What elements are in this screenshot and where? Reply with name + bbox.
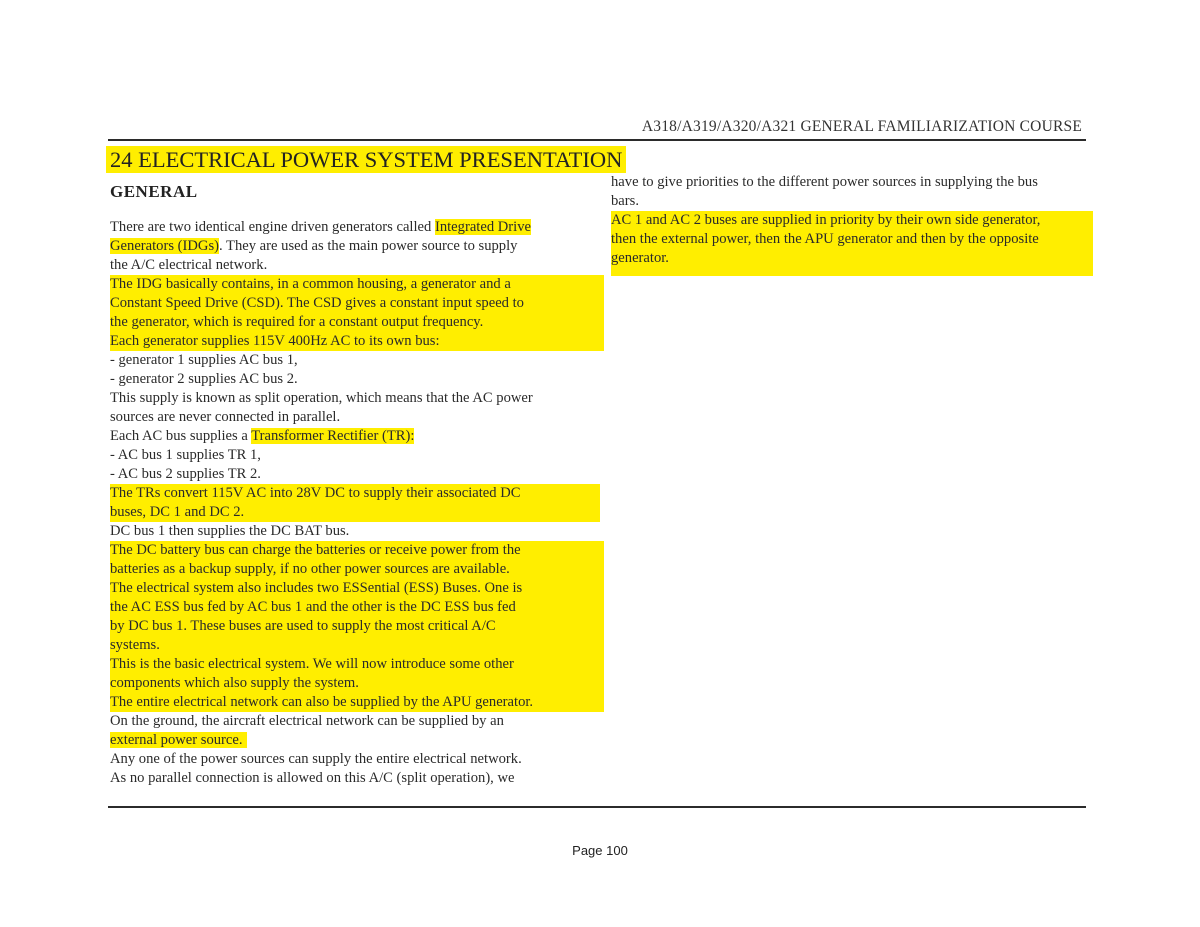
- section-title: 24 ELECTRICAL POWER SYSTEM PRESENTATION: [106, 146, 626, 173]
- highlighted-term: Integrated Drive: [434, 219, 531, 235]
- paragraph-line: the generator, which is required for a constant output frequency.: [110, 314, 484, 330]
- section-subtitle: GENERAL: [110, 182, 198, 201]
- highlighted-block: [110, 275, 604, 351]
- paragraph-line: AC 1 and AC 2 buses are supplied in priority by their own side generator,: [611, 212, 1041, 228]
- paragraph-line: This is the basic electrical system. We will now introduce some other: [110, 656, 514, 672]
- highlighted-term: external power source.: [110, 732, 247, 748]
- paragraph-line: [110, 237, 596, 256]
- paragraph-line: bars.: [611, 193, 639, 209]
- paragraph-line: Any one of the power sources can supply the entire electrical network.: [110, 751, 522, 767]
- paragraph-line: - generator 2 supplies AC bus 2.: [110, 371, 298, 387]
- paragraph-line: generator.: [611, 250, 669, 266]
- highlighted-term: Generators (IDGs): [110, 238, 220, 254]
- paragraph-line: batteries as a backup supply, if no other power sources are available.: [110, 561, 510, 577]
- paragraph-line: by DC bus 1. These buses are used to supply the most critical A/C: [110, 618, 496, 634]
- paragraph-line: systems.: [110, 637, 160, 653]
- highlighted-block: [611, 211, 1093, 276]
- paragraph-line: the AC ESS bus fed by AC bus 1 and the other is the DC ESS bus fed: [110, 599, 516, 615]
- paragraph-line: the A/C electrical network.: [110, 257, 268, 273]
- paragraph-line: The DC battery bus can charge the batteries or receive power from the: [110, 542, 521, 558]
- page-number: Page 100: [572, 843, 628, 858]
- paragraph-line: buses, DC 1 and DC 2.: [110, 504, 245, 520]
- highlighted-term: Transformer Rectifier (TR):: [251, 428, 415, 444]
- paragraph-line: Each generator supplies 115V 400Hz AC to its own bus:: [110, 333, 440, 349]
- right-column: [611, 173, 1093, 276]
- paragraph-line: As no parallel connection is allowed on this A/C (split operation), we: [110, 770, 515, 786]
- paragraph-line: - generator 1 supplies AC bus 1,: [110, 352, 298, 368]
- paragraph-line: [110, 218, 596, 237]
- text: There are two identical engine driven generators called: [110, 219, 435, 235]
- header-rule: [108, 139, 1086, 141]
- paragraph-line: sources are never connected in parallel.: [110, 409, 341, 425]
- paragraph-line: - AC bus 2 supplies TR 2.: [110, 466, 261, 482]
- text: Each AC bus supplies a: [110, 428, 252, 444]
- paragraph-line: [110, 427, 596, 446]
- text: . They are used as the main power source to supply: [219, 238, 518, 254]
- course-header: A318/A319/A320/A321 GENERAL FAMILIARIZATION COURSE: [641, 118, 1082, 135]
- paragraph-line: On the ground, the aircraft electrical network can be supplied by an: [110, 713, 504, 729]
- paragraph-line: Constant Speed Drive (CSD). The CSD gives a constant input speed to: [110, 295, 524, 311]
- paragraph-line: The electrical system also includes two ESSential (ESS) Buses. One is: [110, 580, 523, 596]
- paragraph-line: [110, 731, 596, 750]
- paragraph-line: The entire electrical network can also be supplied by the APU generator.: [110, 694, 534, 710]
- paragraph-line: - AC bus 1 supplies TR 1,: [110, 447, 261, 463]
- paragraph-line: then the external power, then the APU generator and then by the opposite: [611, 231, 1039, 247]
- footer-rule: [108, 806, 1086, 808]
- paragraph-line: The IDG basically contains, in a common housing, a generator and a: [110, 276, 511, 292]
- highlighted-block: [110, 484, 600, 522]
- paragraph-line: The TRs convert 115V AC into 28V DC to supply their associated DC: [110, 485, 521, 501]
- paragraph-line: components which also supply the system.: [110, 675, 359, 691]
- paragraph-line: This supply is known as split operation, which means that the AC power: [110, 390, 533, 406]
- left-column: [110, 218, 596, 788]
- paragraph-line: have to give priorities to the different power sources in supplying the bus: [611, 174, 1038, 190]
- paragraph-line: DC bus 1 then supplies the DC BAT bus.: [110, 523, 350, 539]
- highlighted-block: [110, 541, 604, 712]
